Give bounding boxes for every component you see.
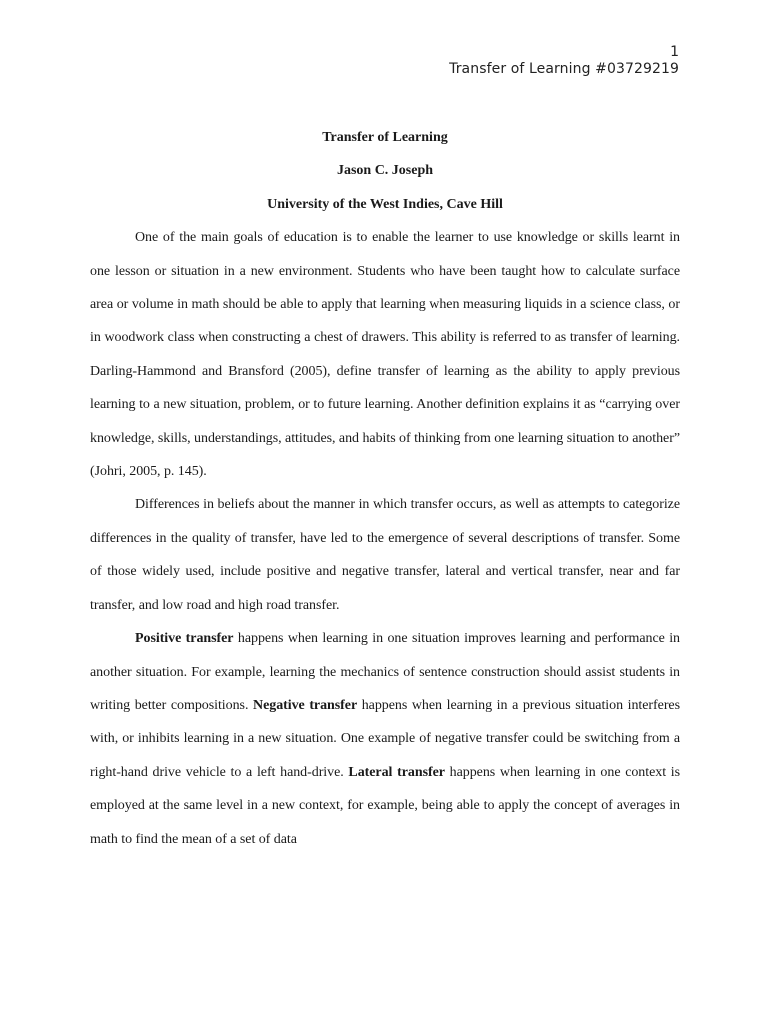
paragraph-3-text-2: happens when learning in a previous situation interferes with, or inhibits learning in a new situation. One example of negative transfer could be switching from a right-hand drive vehicle to a left hand-drive. <box>90 697 680 780</box>
paragraph-2: Differences in beliefs about the manner in which transfer occurs, as well as attempts to categorize differences in the quality of transfer, have led to the emergence of several descriptions of transfer. Some of those widely used, include positive and negative transfer, lateral and vertical transfer, near and far transfer, and low road and high road transfer. <box>90 497 680 613</box>
document-body <box>90 121 680 856</box>
paragraph-1: One of the main goals of education is to enable the learner to use knowledge or skills learnt in one lesson or situation in a new environment. Students who have been taught how to calculate surface area or volume in math should be able to apply that learning when measuring liquids in a science class, or in woodwork class when constructing a chest of drawers. This ability is referred to as transfer of learning. Darling-Hammond and Bransford (2005), define transfer of learning as the ability to apply previous learning to a new situation, problem, or to future learning. Another definition explains it as “carrying over knowledge, skills, understandings, attitudes, and habits of thinking from one learning situation to another” (Johri, 2005, p. 145). <box>90 230 680 480</box>
term-lateral-transfer: Lateral transfer <box>348 764 445 780</box>
paragraph-3-text-3: happens when learning in one context is employed at the same level in a new context, for example, being able to apply the concept of averages in math to find the mean of a set of data <box>90 764 681 847</box>
author-name: Jason C. Joseph <box>336 163 434 179</box>
term-positive-transfer: Positive transfer <box>135 631 234 647</box>
page-number: 1 <box>670 44 679 60</box>
term-negative-transfer: Negative transfer <box>253 697 358 713</box>
paragraph-3 <box>90 622 680 856</box>
institution-name: University of the West Indies, Cave Hill <box>267 196 503 212</box>
page-header <box>449 44 679 78</box>
document-title: Transfer of Learning <box>322 130 448 145</box>
paragraph-3-text-1: happens when learning in one situation improves learning and performance in another situation. For example, learning the mechanics of sentence construction should assist students in writing better compositions. <box>90 631 680 713</box>
running-head: Transfer of Learning #03729219 <box>449 61 679 77</box>
